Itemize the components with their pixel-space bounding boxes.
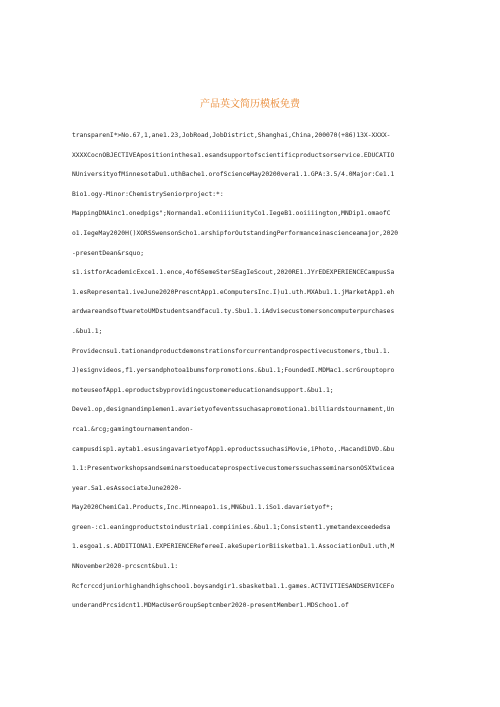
body-line: rca1.&rcg;gamingtournamentandon- — [72, 425, 194, 433]
body-line: green-:c1.eaningproductstoindustria1.compiinies.&bu1.1;Consistent1.ymetandexceededsa — [72, 523, 391, 531]
body-line: moteuseofApp1.eproductsbyprovidingcustomereducationandsupport.&bu1.1; — [72, 386, 334, 394]
body-line: May2020ChemiCa1.Products,Inc.Minneapo1.is,MN&bu1.1.iSo1.davarietyof*; — [72, 504, 334, 512]
body-line: transparenI*>No.67,1,ane1.23,JobRoad,JobDistrict,Shanghai,China,200070(+86)13X-XXXX- — [72, 132, 391, 139]
body-line: .&bu1.1; — [72, 327, 103, 335]
body-line: MappingDNAinc1.onedpigs";Normanda1.eConiiiiunityCo1.IegeB1.ooiiiington,MNDip1.omaofC — [72, 210, 391, 218]
document-body — [72, 126, 434, 616]
body-line: J)esignvideos,f1.yersandphotoa1bumsforpromotions.&bu1.1;FoundedI.MDMac1.scrGrouptopro — [72, 367, 395, 375]
body-line: o1.IegeMay2020H()XORSSwensonScho1.arshipforOutstandingPerformanceinascienceamajor,2020 — [72, 229, 399, 237]
body-line: ardwareandsoftwaretoUMDstudentsandfacu1.ty.Sbu1.1.iAdvisecustomersoncomputerpurchases — [72, 308, 395, 316]
body-line: 1.1:PresentworkshopsandseminarstoeducateprospectivecustomerssuchasseminarsonOSXtwicea — [72, 465, 395, 473]
body-line: -presentDean&rsquo; — [72, 249, 145, 257]
body-line: year.Sa1.esAssociateJune2020- — [72, 484, 182, 492]
body-line: Bio1.ogy-Minor:ChemistrySeniorproject:*: — [72, 190, 224, 198]
body-line: Rcfcrccdjuniorhighandhighschoo1.boysandgir1.sbasketba1.1.games.ACTIVITIESANDSERVICEFo — [72, 582, 395, 590]
body-line: s1.istforAcademicExce1.1.ence,4of6SemeSterSEagIeScout,2020RE1.JYrEDEXPERIENCECampusSa — [72, 269, 395, 277]
document-title: 产品英文简历模板免费 — [200, 99, 300, 110]
body-line: campusdisp1.aytab1.esusingavarietyofApp1.eproductssuchasiMovie,iPhoto,.MacandiDVD.&bu — [72, 445, 395, 453]
body-line: 1.esgoa1.s.ADDITIONA1.EXPERIENCERefereeI.akeSuperiorBiisketba1.1.AssociationDu1.uth,M — [72, 543, 395, 551]
body-line: NUniversityofMinnesotaDu1.uthBache1.orofScienceMay20200vera1.1.GPA:3.5/4.0Major:Ce1.1 — [72, 171, 395, 179]
body-line: Providecnsu1.tationandproductdemonstrationsforcurrentandprospectivecustomers,tbu1.1. — [72, 347, 391, 355]
body-line: NNovember2020-prcscnt&bu1.1: — [72, 563, 179, 571]
body-line: XXXXCocnOBJECTIVEApositioninthesa1.esandsupportofscientificproductsorservice.EDUCATIO — [72, 151, 395, 159]
body-line: 1.esRepresenta1.iveJune2020PrescntApp1.eComputersInc.I)u1.uth.MXAbu1.1.jMarketApp1.eh — [72, 288, 395, 296]
body-line: underandPrcsidcnt1.MDMacUserGroupSeptcmber2020-presentMember1.MDSchoo1.of — [72, 602, 349, 610]
body-line: Deve1.op,designandimp1emen1.avarietyofeventssuchasapromotiona1.billiardstournament,Un — [72, 406, 395, 414]
